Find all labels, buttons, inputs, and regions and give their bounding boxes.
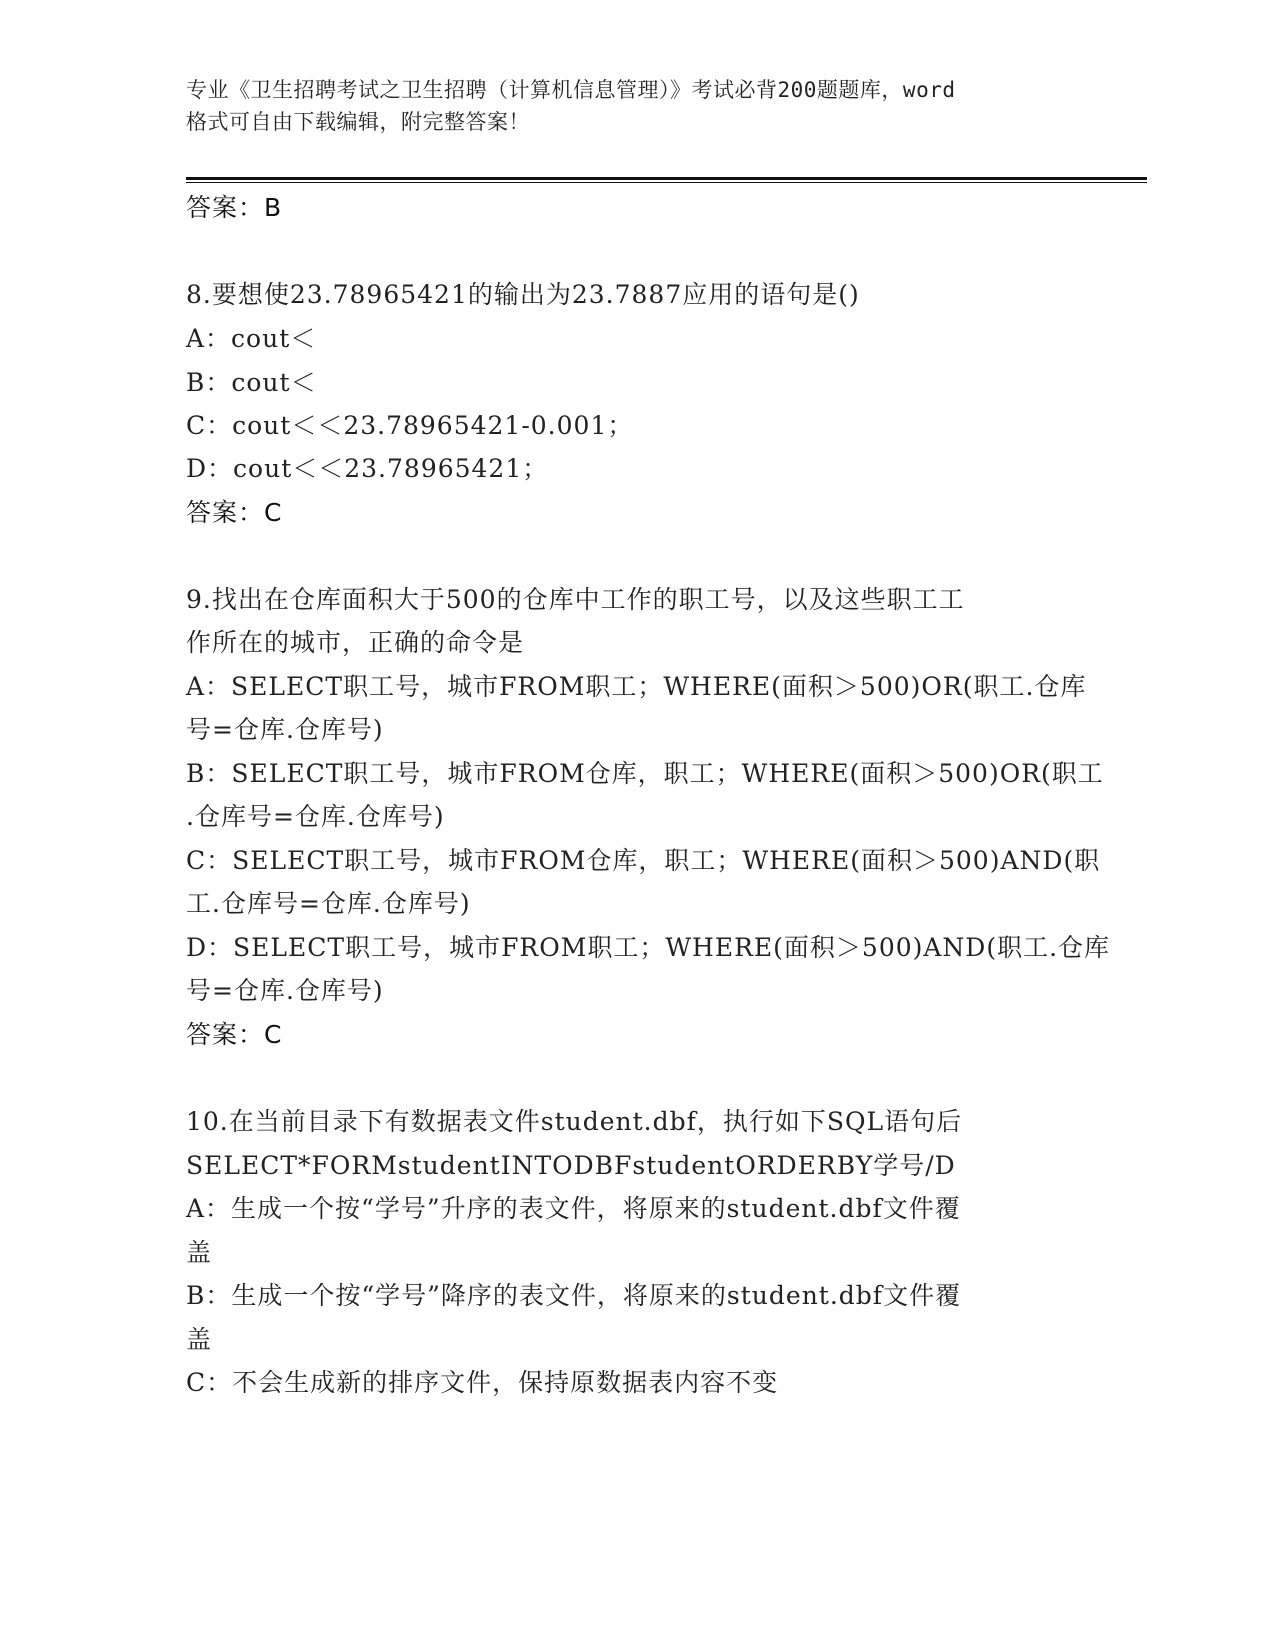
question-10-line-1: 10.在当前目录下有数据表文件student.dbf，执行如下SQL语句后 — [186, 1107, 963, 1136]
header-line-1: 专业《卫生招聘考试之卫生招聘（计算机信息管理）》考试必背200题题库，word — [186, 78, 956, 102]
q8-option-d: D：cout＜＜23.78965421； — [186, 454, 549, 483]
q9-option-c-line-2: 工.仓库号=仓库.仓库号) — [186, 889, 471, 918]
q9-option-b-line-2: .仓库号=仓库.仓库号) — [186, 802, 445, 831]
q10-option-a-line-1: A：生成一个按“学号”升序的表文件，将原来的student.dbf文件覆 — [186, 1194, 961, 1223]
q8-option-c: C：cout＜＜23.78965421-0.001； — [186, 411, 634, 440]
q9-option-b-line-1: B：SELECT职工号，城市FROM仓库，职工；WHERE(面积＞500)OR(职工 — [186, 759, 1104, 788]
q9-option-d-line-2: 号=仓库.仓库号) — [186, 976, 384, 1005]
q9-option-c-line-1: C：SELECT职工号，城市FROM仓库，职工；WHERE(面积＞500)AND(职 — [186, 846, 1101, 875]
header-rule-thick — [186, 177, 1147, 180]
q10-option-a-line-2: 盖 — [186, 1238, 213, 1267]
q8-answer: 答案：C — [186, 498, 283, 527]
q10-option-b-line-2: 盖 — [186, 1325, 213, 1354]
document-header — [186, 74, 1086, 138]
q8-option-b: B：cout＜ — [186, 368, 317, 397]
question-8: 8.要想使23.78965421的输出为23.7887应用的语句是() — [186, 280, 860, 309]
header-rule-thin — [186, 182, 1147, 183]
header-line-2: 格式可自由下载编辑，附完整答案！ — [186, 110, 530, 134]
answer-previous: 答案：B — [186, 193, 283, 222]
q10-option-c: C：不会生成新的排序文件，保持原数据表内容不变 — [186, 1368, 779, 1397]
question-10-line-2: SELECT*FORMstudentINTODBFstudentORDERBY学号/D — [186, 1151, 956, 1180]
question-9-line-1: 9.找出在仓库面积大于500的仓库中工作的职工号，以及这些职工工 — [186, 585, 965, 614]
q10-option-b-line-1: B：生成一个按“学号”降序的表文件，将原来的student.dbf文件覆 — [186, 1281, 962, 1310]
q9-option-a-line-2: 号=仓库.仓库号) — [186, 715, 384, 744]
q9-answer: 答案：C — [186, 1020, 283, 1049]
question-9-line-2: 作所在的城市，正确的命令是 — [186, 628, 525, 657]
q8-option-a: A：cout＜ — [186, 324, 317, 353]
q9-option-d-line-1: D：SELECT职工号，城市FROM职工；WHERE(面积＞500)AND(职工.仓库 — [186, 933, 1111, 962]
q9-option-a-line-1: A：SELECT职工号，城市FROM职工；WHERE(面积＞500)OR(职工.仓库 — [186, 672, 1087, 701]
